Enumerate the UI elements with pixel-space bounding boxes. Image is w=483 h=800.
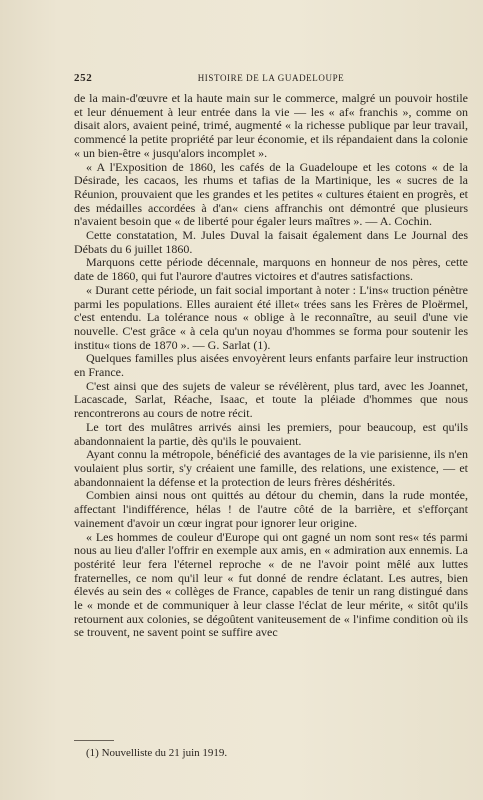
paragraph: Quelques familles plus aisées envoyèrent leurs enfants parfaire leur instruction en France.: [74, 351, 468, 380]
paragraph: de la main-d'œuvre et la haute main sur le commerce, malgré un pouvoir hostile et leur dénuement à leur entrée dans la vie — les « af« franchis », comme on disait alors, avaient peiné, trimé, augmenté « la richesse publique par leur travail, commencé la petite propriété par leur économie, et ils répandaient dans la colonie « un bien-être « jusqu'alors incomplet ».: [74, 91, 468, 160]
quote-paragraph: « Durant cette période, un fait social important à noter : L'ins« truction pénètre parmi les populations. Elles auraient été illet« trées sans les Frères de Ploërmel, c'est entendu. La tolérance nous « oblige à le reconnaître, au seuil d'une vie nouvelle. C'est grâce « à cela qu'un noyau d'hommes se forma pour soutenir les institu« tions de 1870 ». — G. Sarlat (1).: [74, 282, 468, 352]
body-text: [74, 92, 468, 640]
running-title: HISTOIRE DE LA GUADELOUPE: [197, 73, 345, 83]
paragraph: Cette constatation, M. Jules Duval la faisait également dans Le Journal des Débats du 6 juillet 1860.: [74, 228, 468, 256]
paragraph: Combien ainsi nous ont quittés au détour du chemin, dans la rude montée, affectant l'indifférence, hélas ! de l'autre côté de la barrière, et s'efforçant vainement d'avoir un cœur ingrat pour ignorer leur origine.: [74, 488, 468, 530]
paragraph: Marquons cette période décennale, marquons en honneur de nos pères, cette date de 1860, qui fut l'aurore d'autres victoires et d'autres satisfactions.: [74, 255, 468, 284]
paragraph: C'est ainsi que des sujets de valeur se révélèrent, plus tard, avec les Joannet, Lacascade, Sarlat, Réache, Isaac, et toute la pléiade d'hommes que nous rencontrerons au cours de notre récit.: [74, 378, 468, 421]
page-number: 252: [74, 72, 93, 84]
paragraph: Ayant connu la métropole, bénéficié des avantages de la vie parisienne, ils n'en voulaient plus sortir, s'y créaient une famille, des relations, une existence, — et abandonnaient la défense et la protection de leurs frères déshérités.: [74, 447, 468, 489]
quote-paragraph: « A l'Exposition de 1860, les cafés de la Guadeloupe et les cotons « de la Désirade, les cacaos, les rhums et tafias de la Martinique, les « sucres de la Réunion, prouvaient que les grandes et les petites « cultures étaient en progrès, et des médailles accordées à d'an« ciens affranchis ont démontré que plusieurs n'avaient besoin que « de liberté pour égaler leurs maîtres ». — A. Cochin.: [74, 159, 468, 229]
paragraph: Le tort des mulâtres arrivés ainsi les premiers, pour beaucoup, est qu'ils abandonnaient la partie, dès qu'ils le pouvaient.: [74, 419, 468, 448]
footnote: (1) Nouvelliste du 21 juin 1919.: [86, 747, 228, 759]
quote-paragraph: « Les hommes de couleur d'Europe qui ont gagné un nom sont res« tés parmi nous au lieu d'aller l'offrir en exemple aux amis, en « admiration aux ennemis. La postérité leur fera l'éternel reproche « de ne l'avoir point mêlé aux luttes fraternelles, ce nom qu'il leur « fut donné de rendre éclatant. Les autres, bien élevés au sein des « collèges de France, capables de tenir un rang distingué dans le « monde et de communiquer à leur classe l'éclat de leur mérite, « sitôt qu'ils retournent aux colonies, se dégoûtent vaniteusement de « l'infime condition où ils se trouvent, ne savent point se suffire avec: [74, 529, 468, 640]
footnote-rule: [74, 740, 114, 741]
